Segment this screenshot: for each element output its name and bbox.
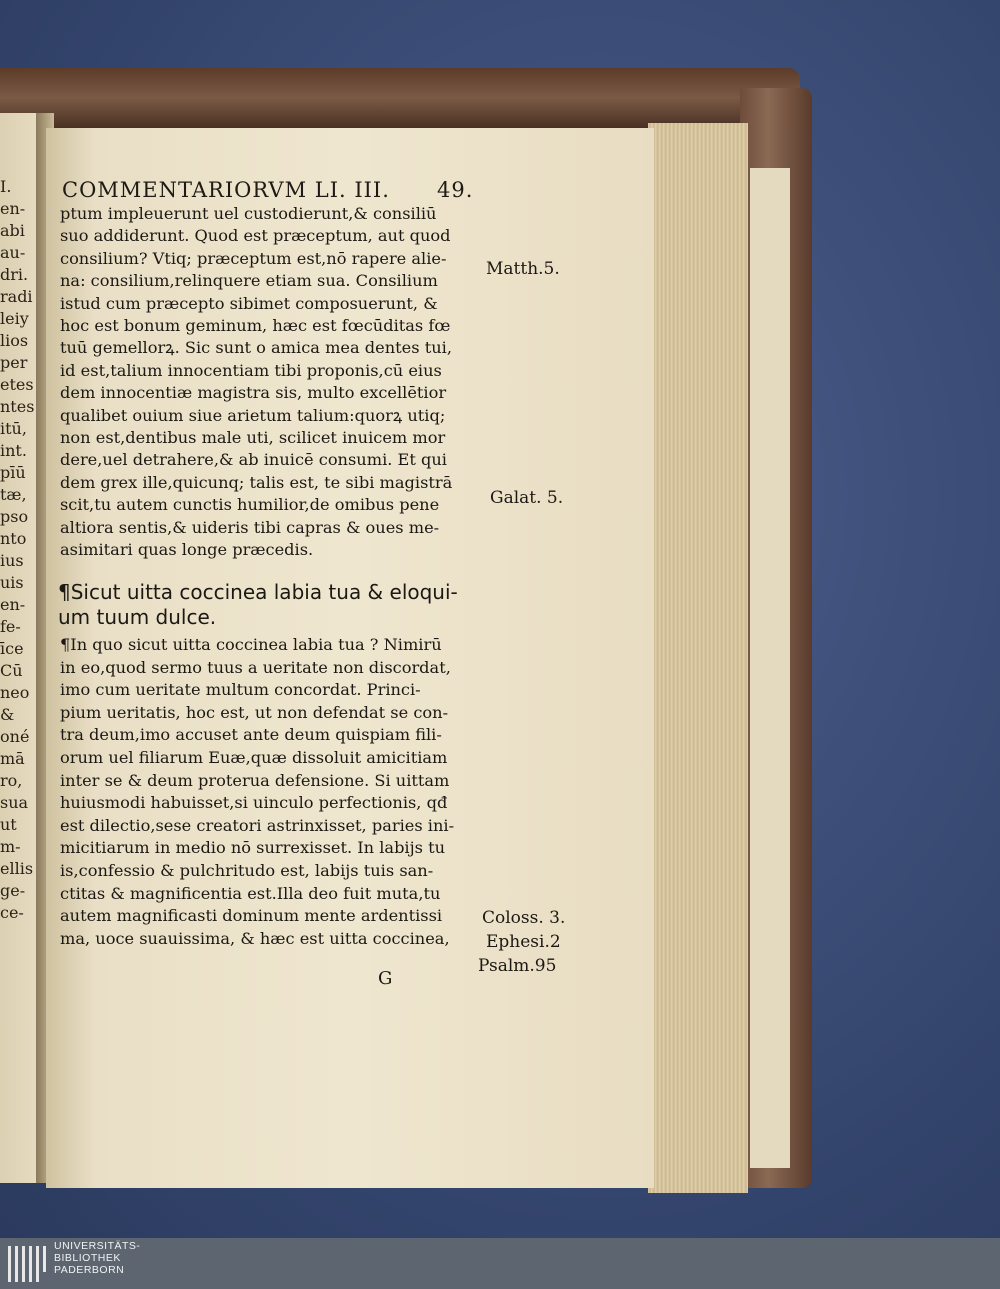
text-line: ut (0, 815, 17, 834)
lemma-heading (58, 580, 478, 630)
text-line: dere,uel detrahere,& ab inuicē consumi. Et qui (60, 450, 447, 470)
text-line: istud cum præcepto sibimet composuerunt, & (60, 293, 438, 313)
signature-mark: G (378, 968, 393, 989)
text-line: in eo,quod sermo tuus a ueritate non discordat, (60, 657, 451, 677)
text-line: altiora sentis,& uideris tibi capras & oues me- (60, 517, 440, 537)
text-line: pīū (0, 463, 26, 482)
page-number: 49. (437, 178, 474, 202)
text-line: & (0, 705, 15, 724)
inserted-leaf (750, 168, 790, 1168)
text-line: ¶Sicut uitta coccinea labia tua & eloqui- (58, 580, 458, 604)
text-line: id est,talium innocentiam tibi proponis,cū eius (60, 360, 442, 380)
text-line: au- (0, 243, 26, 262)
text-line: ma, uoce suauissima, & hæc est uitta coccinea, (60, 928, 450, 948)
page-fore-edge (648, 123, 748, 1193)
text-line: I. (0, 177, 12, 196)
library-logo-icon (8, 1246, 48, 1282)
text-line: en- (0, 595, 26, 614)
text-line: tra deum,imo accuset ante deum quispiam fili- (60, 725, 442, 745)
text-line: neo (0, 683, 30, 702)
text-line: sua (0, 793, 29, 812)
text-line: consilium? Vtiq; præceptum est,nō rapere alie- (60, 248, 447, 268)
text-line: en- (0, 199, 26, 218)
text-line: ius (0, 551, 24, 570)
logo-line-3: PADERBORN (54, 1264, 125, 1276)
text-line: dri. (0, 265, 29, 284)
text-line: imo cum ueritate multum concordat. Princi- (60, 680, 421, 700)
body-text-block-1 (60, 203, 470, 562)
body-text-block-2 (60, 634, 470, 950)
text-line: m- (0, 837, 21, 856)
text-line: nto (0, 529, 27, 548)
text-line: Cū (0, 661, 23, 680)
text-line: inter se & deum proterua defensione. Si uittam (60, 770, 450, 790)
text-line: ce- (0, 903, 24, 922)
footer-bar (0, 1238, 1000, 1289)
running-header (62, 178, 474, 202)
text-line: ¶In quo sicut uitta coccinea labia tua ? Nimirū (60, 635, 442, 654)
text-line: tuū gemellorꝝ. Sic sunt o amica mea dentes tui, (60, 338, 452, 358)
text-line: ptum impleuerunt uel custodierunt,& consiliū (60, 204, 437, 223)
text-line: asimitari quas longe præcedis. (60, 540, 314, 560)
text-line: na: consilium,relinquere etiam sua. Consilium (60, 271, 438, 291)
text-line: uis (0, 573, 24, 592)
text-line: per (0, 353, 28, 372)
text-line: fe- (0, 617, 21, 636)
text-line: micitiarum in medio nō surrexisset. In labijs tu (60, 838, 446, 858)
text-line: abi (0, 221, 25, 240)
text-line: suo addiderunt. Quod est præceptum, aut quod (60, 226, 451, 246)
margin-note-coloss: Coloss. 3. (482, 908, 566, 928)
text-line: ellis (0, 859, 34, 878)
text-line: ge- (0, 881, 26, 900)
text-line: radi (0, 287, 33, 306)
text-line: um tuum dulce. (58, 605, 217, 629)
text-line: est dilectio,sese creatori astrinxisset, paries ini- (60, 815, 455, 835)
text-line: leiy (0, 309, 29, 328)
left-page-text (0, 176, 40, 924)
margin-note-galat: Galat. 5. (490, 488, 564, 508)
text-line: itū, (0, 419, 27, 438)
text-line: lios (0, 331, 29, 350)
text-line: int. (0, 441, 27, 460)
text-line: qualibet ouium siue arietum talium:quorꝝ utiq; (60, 405, 446, 425)
text-line: huiusmodi habuisset,si uinculo perfectionis, qđ (60, 793, 448, 813)
text-line: autem magnificasti dominum mente ardentissi (60, 906, 443, 926)
text-line: ctitas & magnificentia est.Illa deo fuit muta,tu (60, 883, 441, 903)
text-line: is,confessio & pulchritudo est, labijs tuis san- (60, 860, 434, 880)
text-line: oné (0, 727, 30, 746)
text-line: scit,tu autem cunctis humilior,de omibus pene (60, 495, 440, 515)
text-line: pso (0, 507, 29, 526)
text-line: dem grex ille,quicunq; talis est, te sibi magistrā (60, 472, 453, 492)
text-line: dem innocentiæ magistra sis, multo excellētior (60, 383, 447, 403)
text-line: tæ, (0, 485, 27, 504)
text-line: orum uel filiarum Euæ,quæ dissoluit amicitiam (60, 747, 448, 767)
text-line: mā (0, 749, 25, 768)
book-cover-top (0, 68, 800, 128)
text-line: etes (0, 375, 34, 394)
text-line: ntes (0, 397, 35, 416)
text-line: non est,dentibus male uti, scilicet inuicem mor (60, 428, 446, 448)
text-line: pium ueritatis, hoc est, ut non defendat se con- (60, 702, 449, 722)
text-line: hoc est bonum geminum, hæc est fœcūditas fœ (60, 316, 451, 336)
logo-line-2: BIBLIOTHEK (54, 1252, 121, 1264)
text-line: ro, (0, 771, 23, 790)
margin-note-ephesi: Ephesi.2 (486, 932, 561, 952)
logo-line-1: UNIVERSITÄTS- (54, 1240, 141, 1252)
text-line: īce (0, 639, 24, 658)
margin-note-psalm: Psalm.95 (478, 956, 557, 976)
header-title: COMMENTARIORVM LI. III. (62, 178, 390, 202)
margin-note-matth: Matth.5. (486, 259, 560, 279)
